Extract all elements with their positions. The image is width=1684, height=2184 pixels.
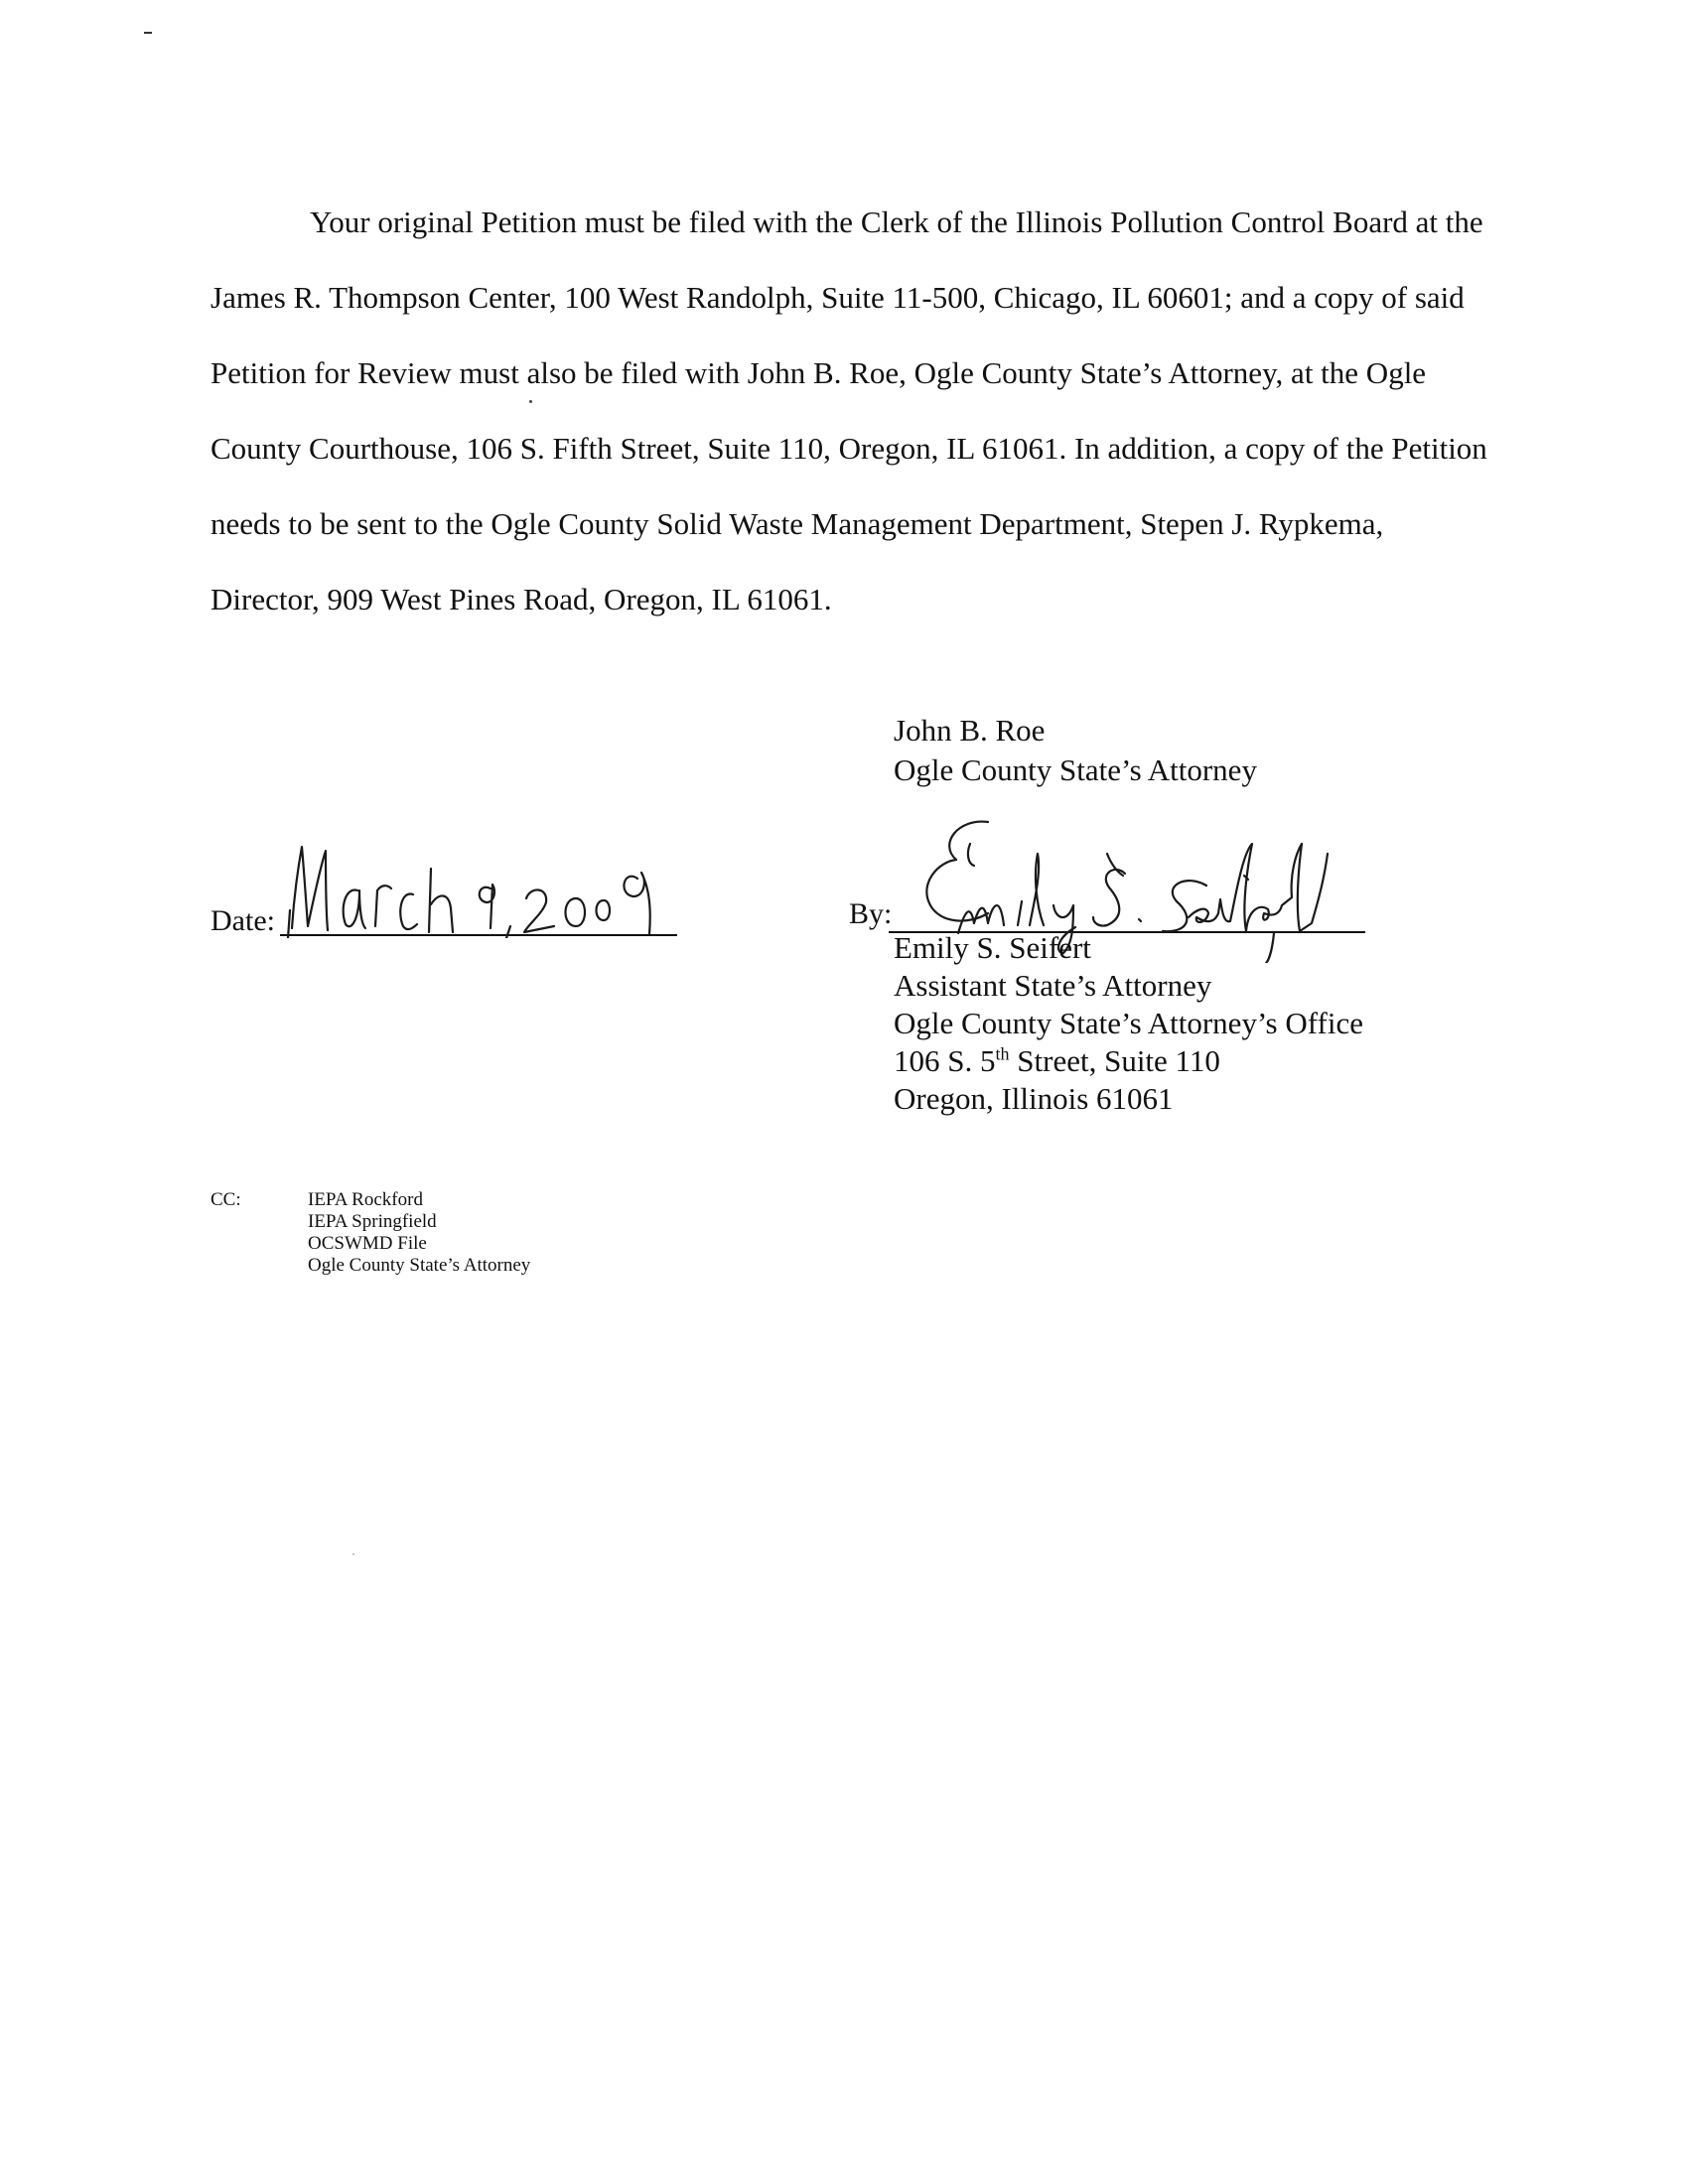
signer-title: Assistant State’s Attorney [894,968,1212,1003]
scan-dot [529,400,532,403]
handwritten-date [280,829,677,938]
body-paragraph [210,185,1491,637]
signer-block [894,929,1363,1118]
cc-label: CC: [210,1189,241,1210]
by-label: By: [849,897,893,930]
scan-speck [144,32,152,34]
attorney-name: John B. Roe [894,713,1046,748]
attorney-title: Ogle County State’s Attorney [894,752,1257,787]
signer-name: Emily S. Seifert [894,930,1091,965]
cc-recipient: Ogle County State’s Attorney [308,1255,531,1276]
address-street-suite: Street, Suite 110 [1009,1043,1220,1078]
signer-address-line2: Oregon, Illinois 61061 [894,1081,1174,1116]
date-label: Date: [210,904,275,937]
signer-office: Ogle County State’s Attorney’s Office [894,1006,1363,1040]
cc-recipient-list [308,1189,530,1277]
cc-recipient: IEPA Springfield [308,1211,437,1232]
date-field [210,819,677,938]
signature-header [894,711,1257,790]
address-number-street: 106 S. 5 [894,1043,996,1078]
cc-recipient: IEPA Rockford [308,1189,423,1210]
ordinal-suffix: th [995,1043,1010,1064]
signer-address-line1 [894,1042,1363,1080]
cc-recipient: OCSWMD File [308,1233,427,1254]
scan-dot [352,1554,354,1555]
body-paragraph-text: Your original Petition must be filed with the Clerk of the Illinois Pollution Control Board at the James R. Thompson Center, 100 West Randolph, Suite 11-500, Chicago, IL 60601; and a copy of said Petition for Review must also be filed with John B. Roe, Ogle County State’s Attorney, at the Ogle County Courthouse, 106 S. Fifth Street, Suite 110, Oregon, IL 61061. In addition, a copy of the Petition needs to be sent to the Ogle County Solid Waste Management Department, Stepen J. Rypkema, Director, 909 West Pines Road, Oregon, IL 61061. [210,205,1487,616]
